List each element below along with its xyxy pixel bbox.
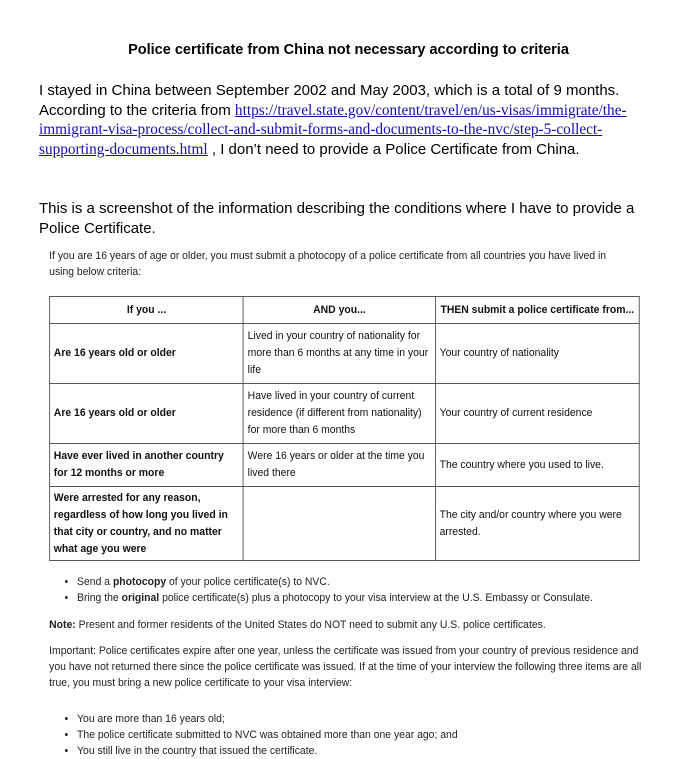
table-row <box>50 444 640 487</box>
paragraph-criteria-text-before: I stayed in China between September 2002 and May 2003, which is a total of 9 months. According to the criteria from <box>39 82 620 119</box>
table-cell: Your country of current residence <box>435 384 639 444</box>
list-item <box>77 574 593 590</box>
table-cell: Are 16 years old or older <box>50 324 244 384</box>
screenshot-intro-text: If you are 16 years of age or older, you must submit a photocopy of a police certificate from all countries you have lived in using below criteria: <box>49 250 607 278</box>
table-row <box>50 487 640 561</box>
table-cell <box>244 487 436 561</box>
list-item-text: Bring the <box>77 592 122 604</box>
list-item-text: police certificate(s) plus a photocopy to your visa interview at the U.S. Embassy or Consulate. <box>159 592 593 604</box>
list-item-text: Send a <box>77 576 113 588</box>
list-item: • You still live in the country that issued the certificate. <box>77 743 458 759</box>
table-row <box>50 324 640 384</box>
important-text: Important: Police certificates expire after one year, unless the certificate was issued from your country of previous residence and you have not returned there since the police certificate was issued. If at the time of your interview the following three items are all true, you must bring a new police certificate to your visa interview: <box>49 645 642 689</box>
table-cell: Lived in your country of nationality for more than 6 months at any time in your life <box>244 324 436 384</box>
table-header-then-submit: THEN submit a police certificate from... <box>435 297 639 324</box>
table-cell: The city and/or country where you were arrested. <box>435 487 639 561</box>
table-cell: Your country of nationality <box>435 324 639 384</box>
table-header-row <box>50 297 640 324</box>
submission-instructions-list <box>49 574 593 606</box>
table-cell: Were 16 years or older at the time you lived there <box>244 444 436 487</box>
embedded-screenshot <box>38 248 642 757</box>
list-item-emphasis: original <box>121 592 160 604</box>
note-label: Note: <box>49 619 76 631</box>
list-item: • You are more than 16 years old; <box>77 711 458 727</box>
renewal-conditions-list <box>49 711 457 759</box>
paragraph-criteria <box>39 81 659 159</box>
paragraph-criteria-text-after: , I don’t need to provide a Police Certificate from China. <box>207 140 580 158</box>
list-item-emphasis: photocopy <box>112 576 167 588</box>
list-item <box>77 590 593 606</box>
table-cell: Are 16 years old or older <box>50 384 244 444</box>
note-body: Present and former residents of the United States do NOT need to submit any U.S. police certificates. <box>75 619 546 631</box>
list-item: • The police certificate submitted to NVC was obtained more than one year ago; and <box>77 727 458 743</box>
table-cell: Have lived in your country of current residence (if different from nationality) for more than 6 months <box>244 384 436 444</box>
table-header-and-you: AND you... <box>244 297 436 324</box>
table-row <box>50 384 640 444</box>
document-title: Police certificate from China not necessary according to criteria <box>128 42 569 58</box>
table-cell: The country where you used to live. <box>435 444 639 487</box>
note-text <box>49 617 644 633</box>
table-cell: Have ever lived in another country for 12 months or more <box>50 444 244 487</box>
criteria-table <box>49 296 640 561</box>
paragraph-screenshot-intro: This is a screenshot of the information describing the conditions where I have to provide a Police Certificate. <box>39 200 635 237</box>
criteria-link[interactable]: https://travel.state.gov/content/travel/en/us-visas/immigrate/the-immigrant-visa-process/collect-and-submit-forms-and-documents-to-the-nvc/step-5-collect-supporting-documents.html <box>39 101 627 158</box>
table-header-if-you: If you ... <box>50 297 244 324</box>
table-cell: Were arrested for any reason, regardless of how long you lived in that city or country, and no matter what age you were <box>50 487 244 561</box>
list-item-text: of your police certificate(s) to NVC. <box>166 576 330 588</box>
